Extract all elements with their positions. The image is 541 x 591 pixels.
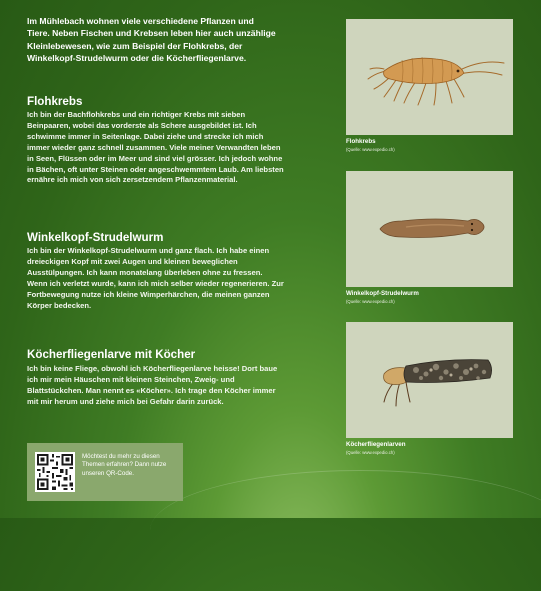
- caddisfly-larva-illustration: [346, 322, 513, 438]
- flatworm-illustration: [346, 171, 513, 287]
- background-glow-arc: [150, 470, 541, 591]
- qr-info-text: Möchtest du mehr zu diesen Themen erfahren? Dann nutze unseren QR-Code.: [82, 453, 167, 477]
- qr-code-icon[interactable]: [35, 452, 75, 492]
- figure-panel-flohkrebs: [346, 19, 513, 135]
- section-text-flohkrebs: Ich bin der Bachflohkrebs und ein richtiger Krebs mit sieben Beinpaaren, wobei das vorderste als Schere ausgebildet ist. Ich schwimme immer in Seitenlage. Dabei ziehe und strecke ich mich immer wieder ganz schnell zusammen. Viele meiner Verwandten leben in Seen, Flüssen oder im Meer und sind viel grösser. Ich jedoch wohne in Bächen, oft unter Steinen oder angeschwemmtem Laub. Am liebsten ernähre ich mich von sich zersetzendem Pflanzenmaterial.: [27, 110, 284, 185]
- qr-info-box: [27, 443, 183, 501]
- section-title-koecherfliegenlarve: Köcherfliegenlarve mit Köcher: [27, 348, 196, 361]
- section-text-strudelwurm: Ich bin der Winkelkopf-Strudelwurm und ganz flach. Ich habe einen dreieckigen Kopf mit zwei Augen und kleinen beweglichen Ausstülpungen. Ich kann monatelang überleben ohne zu fressen. Wenn ich verletzt wurde, kann ich mich selber wieder regenerieren. Zur Fortbewegung nutze ich kleine Wimperhärchen, die meinen ganzen Körper bedecken.: [27, 246, 284, 310]
- figure-source-strudelwurm: (Quelle: www.expedio.ch): [346, 299, 395, 304]
- figure-source-koecherfliegenlarve: (Quelle: www.expedio.ch): [346, 450, 395, 455]
- figure-caption-strudelwurm: Winkelkopf-Strudelwurm: [346, 290, 419, 297]
- section-title-strudelwurm: Winkelkopf-Strudelwurm: [27, 231, 164, 244]
- section-title-flohkrebs: Flohkrebs: [27, 95, 83, 108]
- figure-panel-koecherfliegenlarve: [346, 322, 513, 438]
- figure-caption-flohkrebs: Flohkrebs: [346, 138, 376, 145]
- amphipod-illustration: [346, 19, 513, 135]
- section-text-koecherfliegenlarve: Ich bin keine Fliege, obwohl ich Köcherfliegenlarve heisse! Dort baue ich mir mein Häuschen mit kleinen Steinchen, Zweig- und Blattstückchen. Man nennt es «Köcher». Ich trage den Köcher immer mit mir herum und ziehe mich bei Gefahr darin zurück.: [27, 364, 278, 406]
- figure-caption-koecherfliegenlarve: Köcherfliegenlarven: [346, 441, 406, 448]
- figure-panel-strudelwurm: [346, 171, 513, 287]
- figure-source-flohkrebs: (Quelle: www.expedio.ch): [346, 147, 395, 152]
- intro-paragraph: Im Mühlebach wohnen viele verschiedene Pflanzen und Tiere. Neben Fischen und Krebsen leben hier auch unzählige Kleinlebewesen, wie zum Beispiel der Flohkrebs, der Winkelkopf-Strudelwurm oder die Köcherfliegenlarve.: [27, 16, 276, 63]
